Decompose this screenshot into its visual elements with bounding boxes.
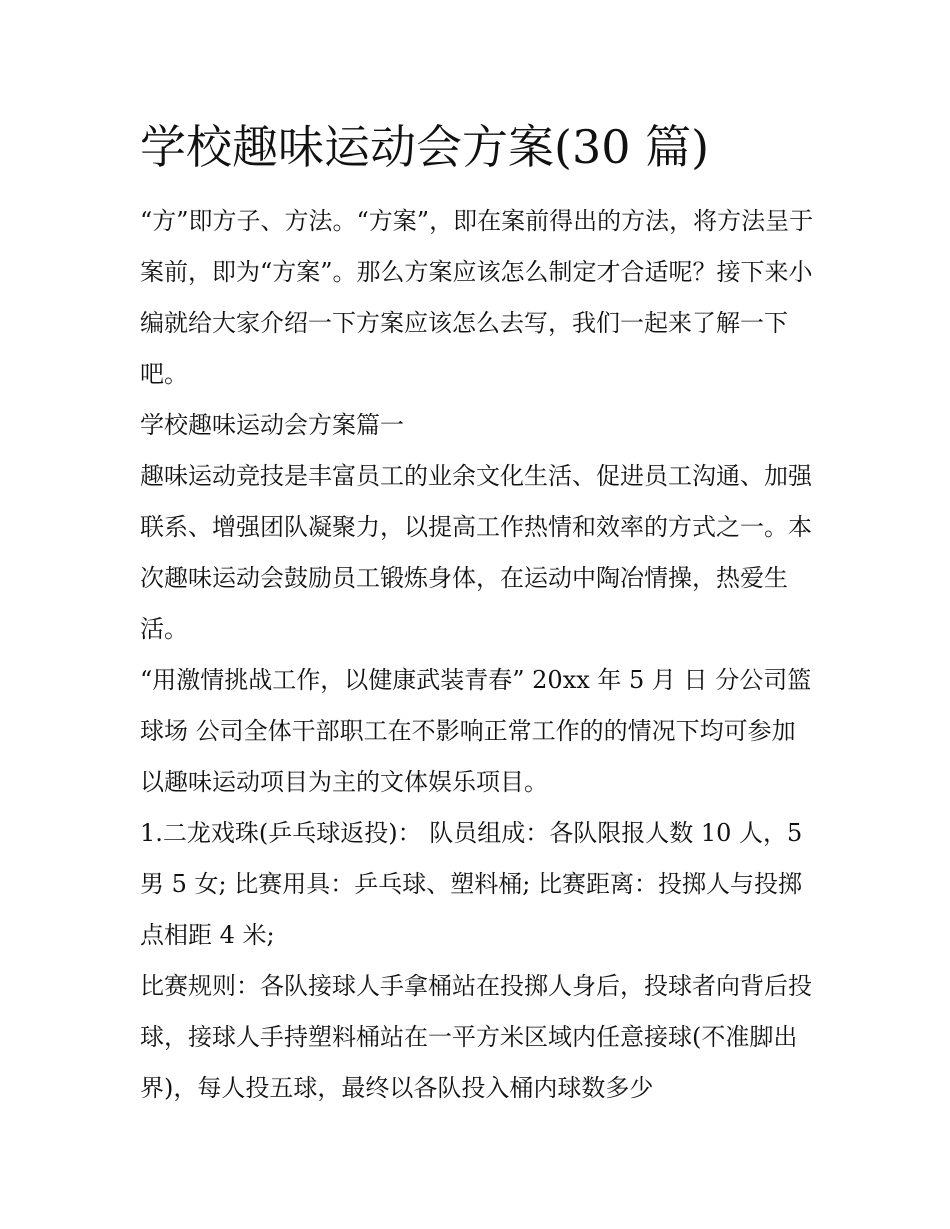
section-heading: 学校趣味运动会方案篇一	[140, 411, 404, 439]
rules-paragraph: 比赛规则：各队接球人手拿桶站在投掷人身后，投球者向背后投球，接球人手持塑料桶站在一平方米区域内任意接球(不准脚出界)，每人投五球，最终以各队投入桶内球数多少	[140, 972, 812, 1102]
document-title: 学校趣味运动会方案(30 篇)	[140, 120, 710, 174]
game-one-paragraph: 1.二龙戏珠(乒乓球返投)： 队员组成：各队限报人数 10 人，5男 5 女; 比赛用具：乒乓球、塑料桶; 比赛距离：投掷人与投掷点相距 4 米;	[140, 819, 803, 949]
purpose-paragraph: 趣味运动竞技是丰富员工的业余文化生活、促进员工沟通、加强联系、增强团队凝聚力，以提高工作热情和效率的方式之一。本次趣味运动会鼓励员工锻炼身体，在运动中陶冶情操，热爱生活。	[140, 462, 812, 643]
event-info-paragraph: “用激情挑战工作，以健康武装青春” 20xx 年 5 月 日 分公司篮球场 公司全体干部职工在不影响正常工作的的情况下均可参加 以趣味运动项目为主的文体娱乐项目。	[140, 666, 812, 796]
intro-paragraph: “方”即方子、方法。“方案”，即在案前得出的方法，将方法呈于案前，即为“方案”。那么方案应该怎么制定才合适呢？接下来小编就给大家介绍一下方案应该怎么去写，我们一起来了解一下吧。	[140, 207, 814, 388]
document-body	[140, 196, 815, 1114]
